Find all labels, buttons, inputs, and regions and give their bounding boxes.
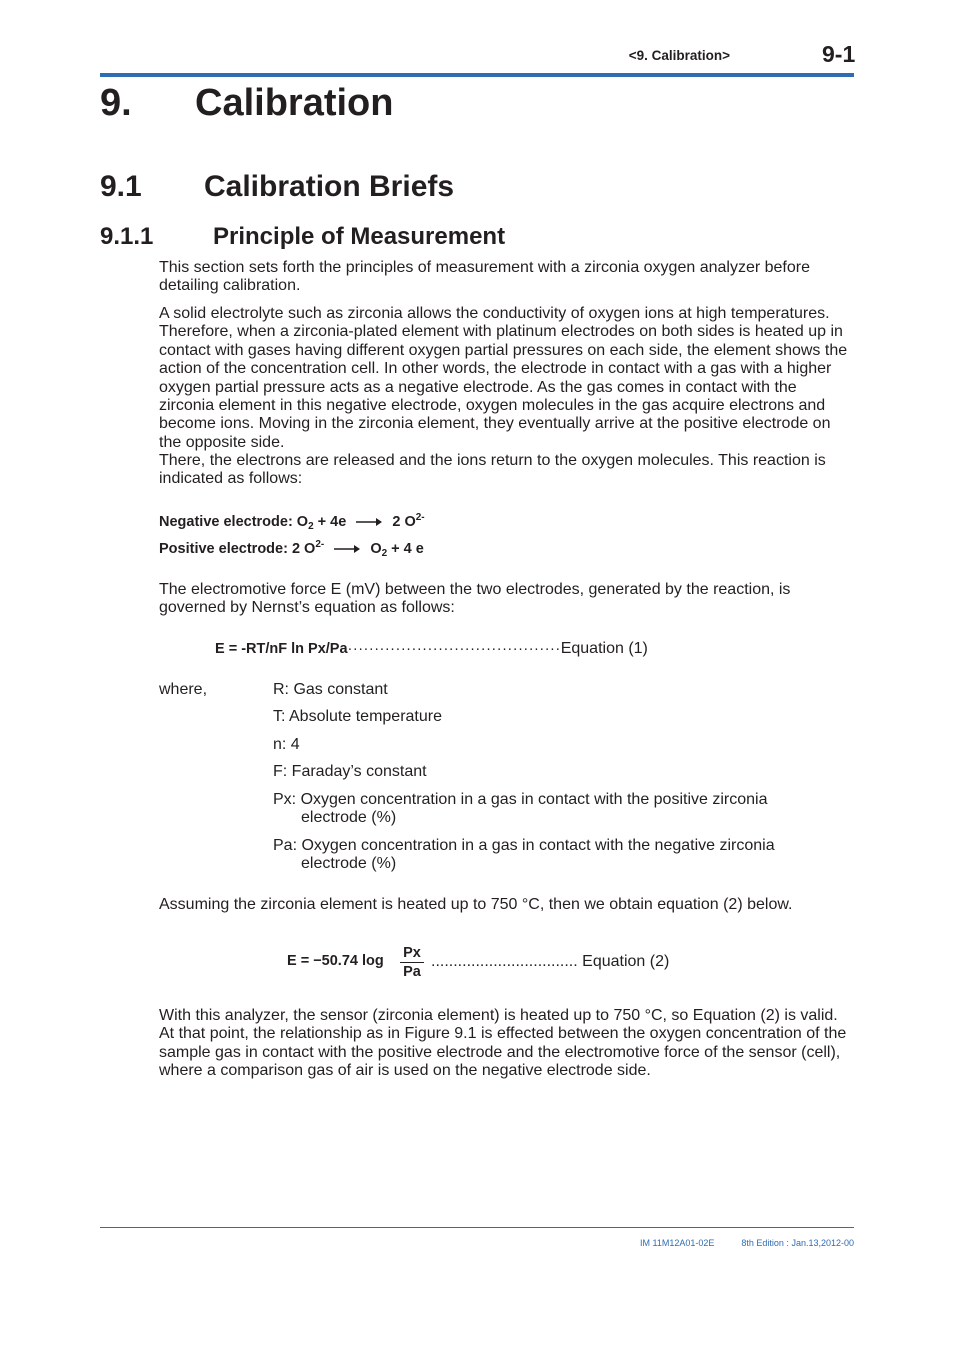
equation-1-label: Equation (1) xyxy=(560,640,648,657)
positive-electrode-reaction xyxy=(159,539,424,559)
equation-2-rhs xyxy=(431,953,669,971)
header-rule xyxy=(100,73,854,77)
definition-t xyxy=(273,708,833,726)
equation-1-formula: E = -RT/nF ln Px/Pa xyxy=(215,641,348,657)
equation-2-leader: ................................. xyxy=(431,953,578,970)
positive-reaction-rest: + 4 e xyxy=(387,541,424,557)
definition-pa xyxy=(273,837,833,874)
negative-reaction-rest: + 4e xyxy=(313,514,347,530)
page-number: 9-1 xyxy=(822,41,856,67)
fraction-numerator: Px xyxy=(400,945,424,963)
intro-paragraph: This section sets forth the principles of measurement with a zirconia oxygen analyzer before detailing calibration. xyxy=(159,259,810,295)
equation-2-lhs: E = −50.74 log xyxy=(287,953,384,969)
right-arrow-icon xyxy=(356,517,382,527)
definition-r xyxy=(273,681,833,699)
definition-n xyxy=(273,736,833,754)
positive-reaction-superscript: 2- xyxy=(315,539,325,550)
subsection-number: 9.1.1 xyxy=(100,223,154,250)
section-number: 9.1 xyxy=(100,170,142,203)
negative-reaction-product: 2 O xyxy=(392,514,416,530)
running-header-section: <9. Calibration> xyxy=(628,48,730,63)
closing-paragraph: With this analyzer, the sensor (zirconia element) is heated up to 750 °C, so Equation (2) is valid. At that point, the relationship as in Figure 9.1 is effected between the oxygen concentration of the sample gas in contact with the positive electrode and the electromotive force of the sensor (cell), where a comparison gas of air is used on the negative electrode side. xyxy=(159,1007,847,1080)
definition-text: T: Absolute temperature xyxy=(273,708,442,725)
footer-document-id: IM 11M12A01-02E xyxy=(640,1238,715,1248)
section-title: Calibration Briefs xyxy=(204,170,455,203)
reaction-intro-paragraph: There, the electrons are released and the ions return to the oxygen molecules. This reaction is indicated as follows: xyxy=(159,452,826,488)
definition-continuation: electrode (%) xyxy=(301,855,397,873)
equation-1 xyxy=(215,640,648,658)
definition-text: Px: Oxygen concentration in a gas in contact with the positive zirconia xyxy=(273,791,768,808)
definition-text: Pa: Oxygen concentration in a gas in contact with the negative zirconia xyxy=(273,837,775,854)
fraction-denominator: Pa xyxy=(403,964,421,980)
positive-reaction-product: O xyxy=(370,541,382,557)
chapter-title: Calibration xyxy=(195,82,394,124)
positive-reaction-subscript: 2 xyxy=(381,548,388,559)
equation-1-leader: ········································ xyxy=(347,641,561,657)
definition-text: n: 4 xyxy=(273,736,300,753)
negative-reaction-subscript: 2 xyxy=(308,521,314,532)
definition-text: R: Gas constant xyxy=(273,681,388,698)
negative-reaction-superscript: 2- xyxy=(415,512,425,523)
positive-reaction-label: Positive electrode: 2 O xyxy=(159,541,316,557)
negative-electrode-reaction xyxy=(159,512,425,532)
footer-rule xyxy=(100,1227,854,1228)
emf-paragraph: The electromotive force E (mV) between the two electrodes, generated by the reaction, is governed by Nernst’s equation as follows: xyxy=(159,581,791,617)
assumption-paragraph: Assuming the zirconia element is heated up to 750 °C, then we obtain equation (2) below. xyxy=(159,896,793,913)
definition-continuation: electrode (%) xyxy=(301,809,397,827)
definition-px xyxy=(273,791,833,828)
where-label: where, xyxy=(159,681,208,698)
negative-reaction-label: Negative electrode: O xyxy=(159,514,309,530)
equation-2-label: Equation (2) xyxy=(582,953,670,970)
definition-f xyxy=(273,763,833,781)
footer-edition: 8th Edition : Jan.13,2012-00 xyxy=(741,1238,854,1248)
equation-2-fraction xyxy=(400,945,424,980)
subsection-title: Principle of Measurement xyxy=(213,223,506,250)
electrolyte-paragraph: A solid electrolyte such as zirconia allows the conductivity of oxygen ions at high temperatures. Therefore, when a zirconia-plated element with platinum electrodes on both sides is heated up in contact with gases having different oxygen partial pressures on each side, the element shows the action of the concentration cell. In other words, the electrode in contact with a gas with a higher oxygen partial pressure acts as a negative electrode. As the gas comes in contact with the zirconia element in this negative electrode, oxygen molecules in the gas acquire electrons and become ions. Moving in the zirconia element, they eventually arrive at the positive electrode on the opposite side. xyxy=(159,305,848,451)
chapter-number: 9. xyxy=(100,82,132,124)
right-arrow-icon xyxy=(334,544,360,554)
definition-text: F: Faraday’s constant xyxy=(273,763,427,780)
